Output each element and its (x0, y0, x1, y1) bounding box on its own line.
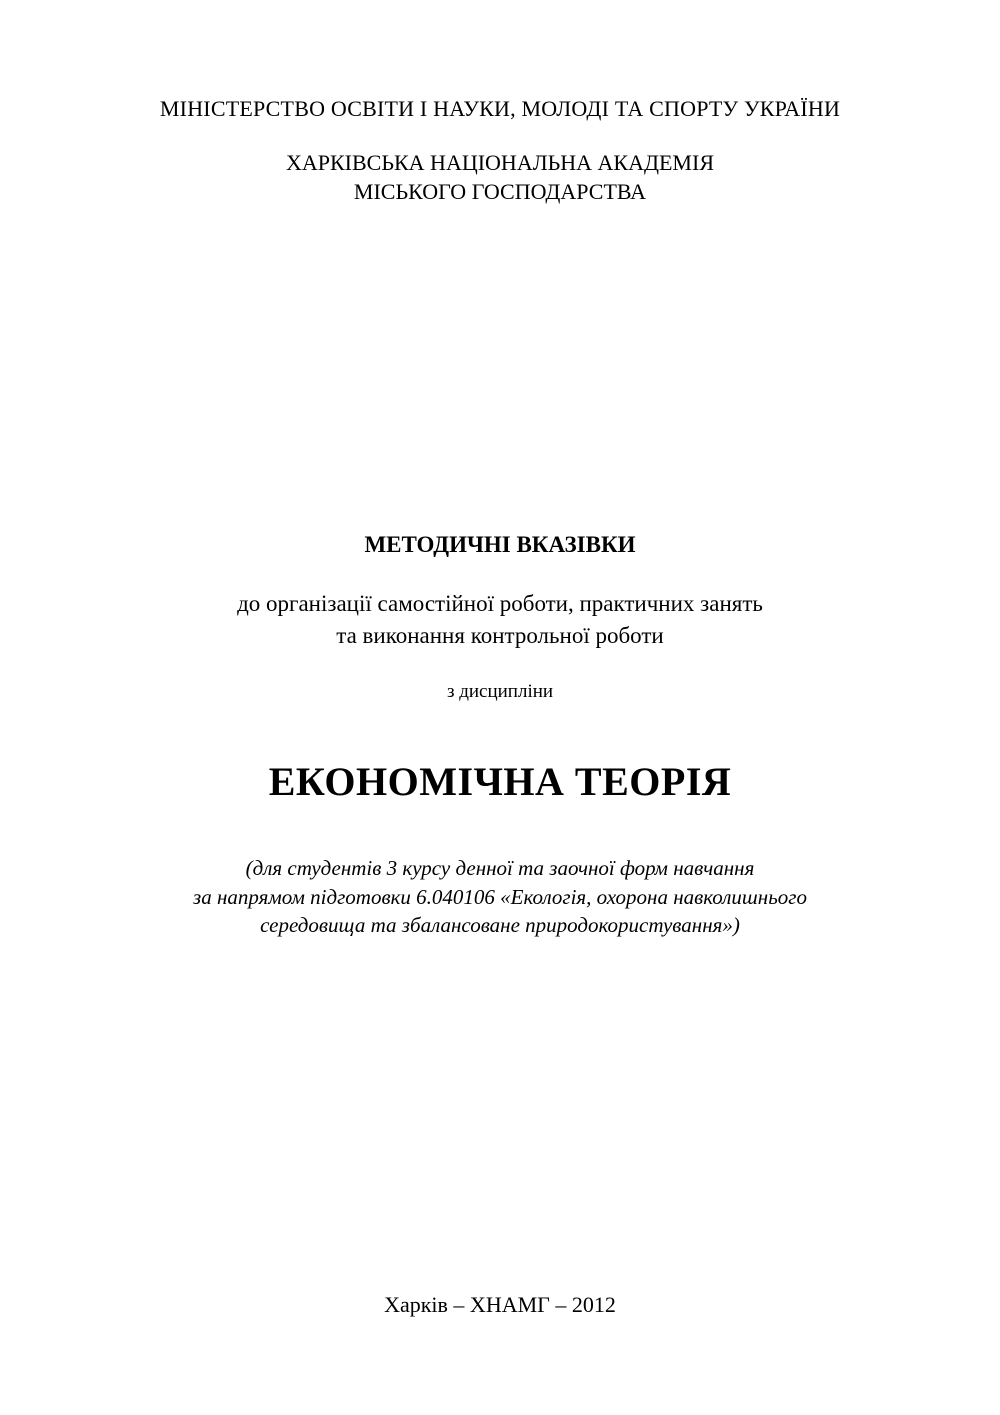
discipline-title: ЕКОНОМІЧНА ТЕОРІЯ (268, 759, 732, 804)
academy-name-line-2: МІСЬКОГО ГОСПОДАРСТВА (353, 179, 647, 204)
audience-line-2: за напрямом підготовки 6.040106 «Екологія, охорона навколишнього (193, 885, 807, 909)
audience-line-1: (для студентів 3 курсу денної та заочної форм навчання (245, 856, 755, 880)
academy-name-line-1: ХАРКІВСЬКА НАЦІОНАЛЬНА АКАДЕМІЯ (286, 150, 714, 175)
ministry-name: МІНІСТЕРСТВО ОСВІТИ І НАУКИ, МОЛОДІ ТА СПОРТУ УКРАЇНИ (159, 96, 841, 121)
purpose-line-2: та виконання контрольної роботи (336, 623, 664, 648)
discipline-intro: з дисципліни (446, 681, 554, 702)
audience-line-3: середовища та збалансоване природокористування») (260, 913, 740, 937)
publication-imprint: Харків – ХНАМГ – 2012 (384, 1292, 616, 1317)
purpose-line-1: до організації самостійної роботи, практичних занять (237, 591, 763, 616)
document-type-heading: МЕТОДИЧНІ ВКАЗІВКИ (364, 532, 636, 557)
